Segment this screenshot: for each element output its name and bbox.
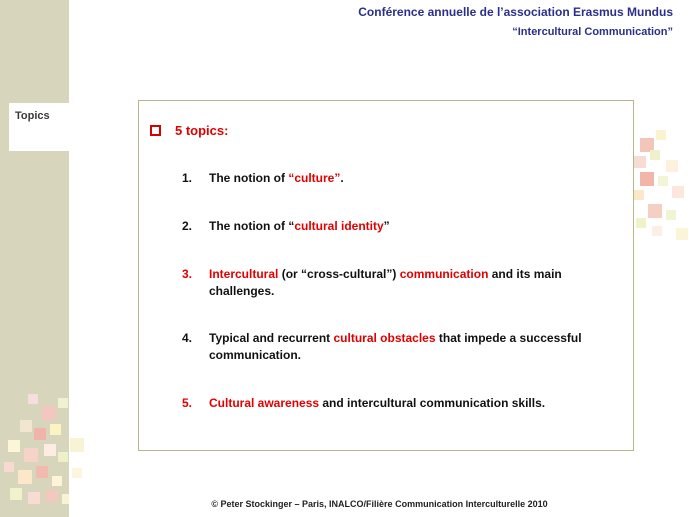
topic-text: [209, 218, 612, 235]
topic-highlight: cultural obstacles: [333, 331, 436, 345]
topic-number: 4.: [182, 331, 193, 345]
topic-number: 1.: [182, 171, 193, 185]
topic-item-4: [182, 330, 612, 364]
topic-text: [209, 395, 612, 412]
topic-item-5: [182, 395, 612, 412]
content-box: [138, 100, 634, 451]
topic-text-segment: and intercultural communication skills.: [319, 396, 546, 410]
topic-highlight: Intercultural: [209, 267, 279, 281]
topic-text-segment: (or “cross-cultural”): [278, 267, 400, 281]
topic-highlight: Cultural awareness: [209, 396, 320, 410]
topic-text-segment: Typical and recurrent: [209, 331, 334, 345]
footer-copyright: © Peter Stockinger – Paris, INALCO/Filière Communication Interculturelle 2010: [211, 499, 548, 509]
topic-item-1: [182, 170, 612, 187]
topic-text-segment: that impede a successful communication.: [209, 331, 582, 362]
topic-text-segment: The notion of “: [209, 219, 295, 233]
sidebar-label-topics: Topics: [15, 110, 50, 122]
topic-text: [209, 170, 612, 187]
topic-item-3: [182, 266, 612, 300]
topic-text-segment: ”: [383, 219, 390, 233]
topic-text-segment: and its main challenges.: [209, 267, 562, 298]
topic-text: [209, 330, 612, 364]
main-bullet-text: 5 topics:: [175, 123, 229, 138]
topic-text-segment: The notion of: [209, 171, 289, 185]
checkbox-bullet-icon: [150, 125, 161, 136]
conference-title: Conférence annuelle de l’association Erasmus Mundus: [358, 5, 673, 19]
topic-text: [209, 266, 612, 300]
topic-text-segment: .: [340, 171, 344, 185]
conference-subtitle: “Intercultural Communication”: [512, 26, 673, 38]
topic-number: 3.: [182, 267, 193, 281]
topic-number: 2.: [182, 219, 193, 233]
topic-highlight: “culture”: [288, 171, 341, 185]
topic-highlight: cultural identity: [294, 219, 384, 233]
topic-highlight: communication: [399, 267, 489, 281]
main-bullet: [150, 123, 228, 138]
topic-number: 5.: [182, 396, 193, 410]
topic-item-2: [182, 218, 612, 235]
